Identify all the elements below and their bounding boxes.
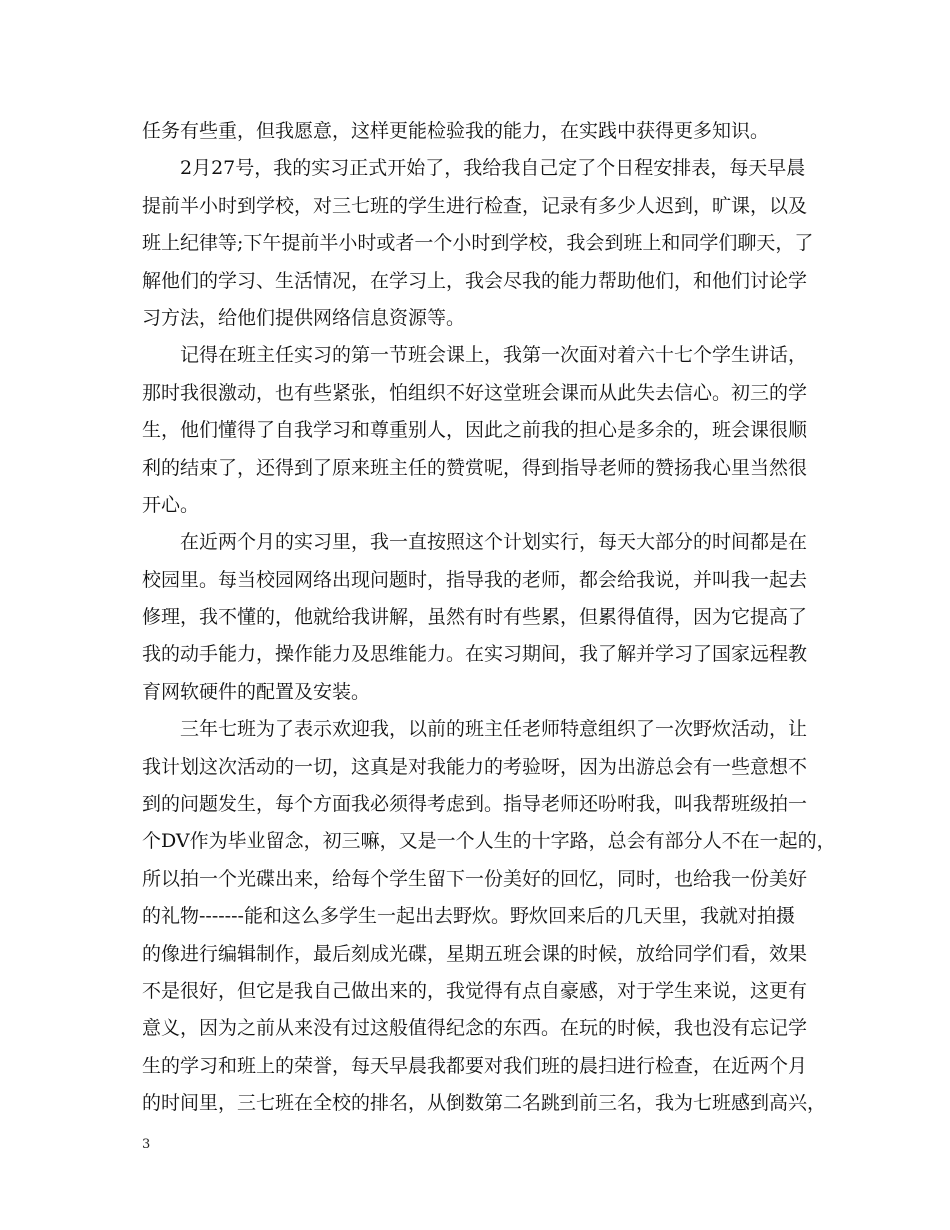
text-line: 意义，因为之前从来没有过这般值得纪念的东西。在玩的时候，我也没有忘记学: [142, 1017, 808, 1040]
text-line: 任务有些重，但我愿意，这样更能检验我的能力，在实践中获得更多知识。: [142, 120, 770, 142]
text-line: 班上纪律等;下午提前半小时或者一个小时到学校，我会到班上和同学们聊天，了: [142, 232, 814, 255]
paragraph-first-line: 记得在班主任实习的第一节班会课上，我第一次面对着六十七个学生讲话，: [180, 344, 808, 367]
page-number: 3: [142, 1137, 151, 1152]
text-line: 生，他们懂得了自我学习和尊重别人，因此之前我的担心是多余的，班会课很顺: [142, 419, 808, 442]
text-line: 的时间里，三七班在全校的排名，从倒数第二名跳到前三名，我为七班感到高兴，: [142, 1092, 827, 1115]
text-line: 个DV作为毕业留念，初三嘛，又是一个人生的十字路，总会有部分人不在一起的，: [142, 830, 836, 853]
text-line: 提前半小时到学校，对三七班的学生进行检查，记录有多少人迟到，旷课，以及: [142, 194, 808, 217]
paragraph-first-line: 2月27号，我的实习正式开始了，我给我自己定了个日程安排表，每天早晨: [180, 157, 806, 180]
text-line: 开心。: [142, 493, 200, 516]
text-line: 所以拍一个光碟出来，给每个学生留下一份美好的回忆，同时，也给我一份美好: [142, 867, 808, 890]
text-line: 那时我很激动，也有些紧张，怕组织不好这堂班会课而从此失去信心。初三的学: [142, 381, 808, 404]
text-line: 的礼物-------能和这么多学生一起出去野炊。野炊回来后的几天里，我就对拍摄: [142, 905, 795, 928]
text-line: 育网软硬件的配置及安装。: [142, 680, 371, 703]
text-line: 生的学习和班上的荣誉，每天早晨我都要对我们班的晨扫进行检查，在近两个月: [142, 1054, 808, 1077]
paragraph-first-line: 在近两个月的实习里，我一直按照这个计划实行，每天大部分的时间都是在: [180, 531, 808, 554]
text-line: 的像进行编辑制作，最后刻成光碟，星期五班会课的时候，放给同学们看，效果: [142, 942, 808, 965]
document-body: [142, 113, 836, 1123]
text-line: 利的结束了，还得到了原来班主任的赞赏呢，得到指导老师的赞扬我心里当然很: [142, 456, 808, 479]
text-line: 不是很好，但它是我自己做出来的，我觉得有点自豪感，对于学生来说，这更有: [142, 979, 808, 1002]
text-line: 我的动手能力，操作能力及思维能力。在实习期间，我了解并学习了国家远程教: [142, 643, 808, 666]
paragraph-first-line: 三年七班为了表示欢迎我，以前的班主任老师特意组织了一次野炊活动，让: [180, 718, 808, 741]
text-line: 我计划这次活动的一切，这真是对我能力的考验呀，因为出游总会有一些意想不: [142, 755, 808, 778]
text-line: 到的问题发生，每个方面我必须得考虑到。指导老师还吩咐我，叫我帮班级拍一: [142, 793, 808, 816]
text-line: 解他们的学习、生活情况，在学习上，我会尽我的能力帮助他们，和他们讨论学: [142, 269, 808, 292]
text-line: 校园里。每当校园网络出现问题时，指导我的老师，都会给我说，并叫我一起去: [142, 568, 808, 591]
text-line: 修理，我不懂的，他就给我讲解，虽然有时有些累，但累得值得，因为它提高了: [142, 606, 808, 629]
text-line: 习方法，给他们提供网络信息资源等。: [142, 306, 466, 329]
